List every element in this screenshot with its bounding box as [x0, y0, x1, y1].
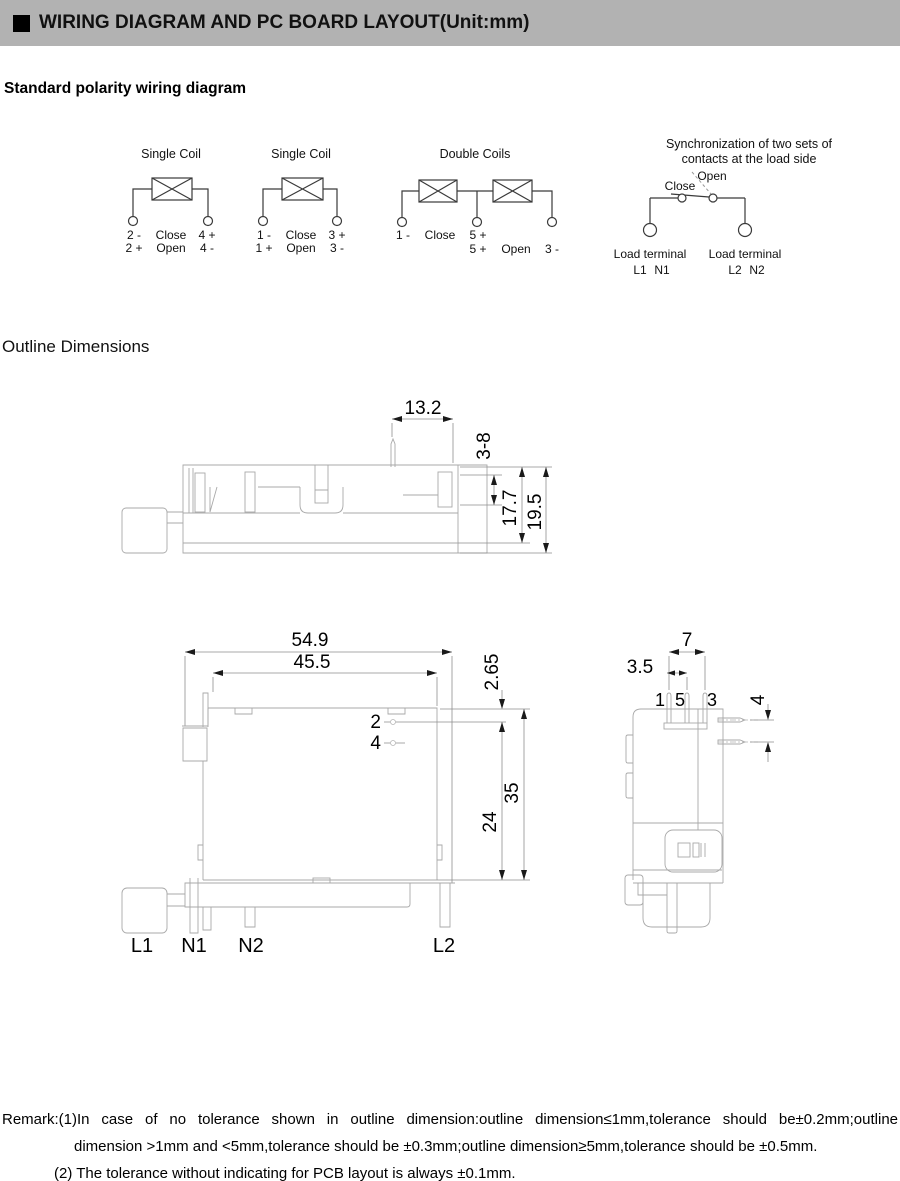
remark-line-2: dimension >1mm and <5mm,tolerance should be ±0.3mm;outline dimension≥5mm,tolerance should be ±0.5mm.: [74, 1138, 818, 1155]
double-coils-diagram: [385, 140, 570, 260]
dim-line: [750, 704, 774, 762]
remark-line-3: (2) The tolerance without indicating for PCB layout is always ±0.1mm.: [54, 1165, 516, 1181]
terminal-n2: N2: [749, 263, 765, 277]
dim-13-2: 13.2: [404, 398, 442, 419]
terminal-circle: [259, 217, 268, 226]
pin-leader-lines: [384, 722, 506, 743]
open-label: Open: [697, 169, 727, 183]
load-leads: [650, 198, 745, 223]
wiring-heading: Standard polarity wiring diagram: [4, 80, 247, 97]
pin-4-label: 4: [370, 733, 381, 754]
dim-arrows: [765, 710, 771, 752]
square-bullet-icon: [13, 15, 30, 32]
dim-line: [440, 690, 530, 709]
outline-front-view: [100, 630, 540, 965]
terminal-label: 3 +: [328, 228, 346, 242]
open-label: Open: [156, 241, 186, 255]
coil-leads: [402, 191, 552, 217]
synchronization-diagram: [613, 132, 898, 284]
terminal-label: 2 -: [126, 228, 142, 242]
foot-pin: [638, 883, 677, 933]
coil-leads: [133, 189, 208, 216]
dim-line: [185, 652, 452, 883]
latch-block: [665, 830, 722, 872]
body-detail: [189, 468, 328, 513]
dim-line: [667, 673, 687, 690]
close-label: Close: [285, 228, 317, 242]
dim-arrow: [499, 699, 505, 709]
mount-flange: [122, 888, 167, 933]
body-tab: [438, 472, 452, 507]
terminal-circle: [548, 218, 557, 227]
pin-base: [664, 723, 707, 729]
terminal-circle: [398, 218, 407, 227]
terminal-label: 3 -: [544, 242, 560, 256]
load-terminal-circle: [644, 224, 657, 237]
terminal-pins: [190, 878, 450, 933]
remark-block: [0, 1106, 898, 1181]
mount-flange: [122, 508, 167, 553]
base-plate: [643, 883, 710, 927]
terminal-circle: [204, 217, 213, 226]
outline-right-view: [600, 630, 900, 950]
terminal-label: 4 -: [199, 241, 215, 255]
pin-5-label: 5: [674, 690, 686, 710]
terminal-label-n1: N1: [181, 935, 207, 957]
coil-cross: [493, 180, 532, 202]
terminal-circle: [333, 217, 342, 226]
pin-marker: [391, 741, 396, 746]
terminal-label: 1 +: [255, 241, 273, 255]
dim-line: [392, 419, 453, 463]
section-header-bar: [0, 0, 900, 46]
load-terminal-caption: Load terminal: [708, 247, 782, 261]
pin-2-label: 2: [370, 712, 381, 733]
close-label: Close: [664, 179, 696, 193]
sync-title-line2: contacts at the load side: [681, 152, 817, 166]
outline-heading: Outline Dimensions: [2, 337, 150, 356]
bottom-bracket: [625, 875, 643, 905]
coil-cross: [152, 178, 192, 200]
contact-circle: [709, 194, 717, 202]
terminal-label-l2: L2: [432, 935, 456, 957]
latch-window: [678, 843, 690, 857]
body-channel: [258, 487, 438, 513]
diagram-title: Single Coil: [271, 147, 331, 161]
diagram-title: Single Coil: [141, 147, 201, 161]
dim-54-9: 54.9: [291, 630, 329, 651]
open-label: Open: [286, 241, 316, 255]
terminal-label: 2 +: [125, 241, 143, 255]
load-terminal-caption: Load terminal: [613, 247, 687, 261]
top-pin: [391, 439, 395, 467]
body-outline: [183, 465, 458, 553]
diagram-title: Double Coils: [439, 147, 511, 161]
single-coil-diagram-1: [105, 140, 240, 260]
dim-2-65: 2.65: [482, 653, 503, 691]
terminal-label: 5 +: [469, 228, 487, 242]
terminal-label-l1: L1: [130, 935, 154, 957]
dim-3-8: 3-8: [474, 432, 495, 460]
outline-side-view: [60, 395, 570, 590]
terminal-l2: L2: [728, 263, 742, 277]
side-notches: [198, 845, 442, 860]
pin-centerlines: [718, 720, 758, 742]
page-title: WIRING DIAGRAM AND PC BOARD LAYOUT(Unit:mm): [39, 12, 530, 33]
terminal-circle: [129, 217, 138, 226]
terminal-l1: L1: [633, 263, 647, 277]
bottom-rail: [185, 883, 455, 907]
coil-cross: [282, 178, 323, 200]
body-tab: [245, 472, 255, 512]
latch-window: [693, 843, 699, 857]
close-label: Close: [155, 228, 187, 242]
dim-24: 24: [480, 811, 501, 833]
dim-line: [460, 475, 502, 505]
body-tab: [195, 473, 205, 512]
terminal-label: 4 +: [198, 228, 216, 242]
terminal-label: 1 -: [395, 228, 411, 242]
side-bumps: [626, 735, 633, 798]
body-outline: [182, 708, 437, 880]
load-terminal-circle: [739, 224, 752, 237]
body-lines: [183, 465, 487, 553]
coil-cross: [419, 180, 457, 202]
flange-arm: [167, 512, 183, 523]
contact-circle: [678, 194, 686, 202]
remark-line-1: Remark:(1)In case of no tolerance shown in outline dimension:outline dimension≤1mm,tolerance should be±0.2mm;outline: [2, 1111, 898, 1128]
pin-3-label: 3: [706, 690, 718, 710]
single-coil-diagram-2: [238, 140, 373, 260]
terminal-label: 3 -: [329, 241, 345, 255]
dim-19-5: 19.5: [525, 493, 546, 531]
terminal-label: 1 -: [256, 228, 272, 242]
open-label: Open: [501, 242, 531, 256]
switch-lines: [650, 194, 745, 198]
dim-7: 7: [681, 630, 693, 651]
flange-arm: [167, 894, 185, 906]
pin-1-label: 1: [654, 690, 666, 710]
terminal-n1: N1: [654, 263, 670, 277]
dim-45-5: 45.5: [293, 652, 331, 673]
top-pins: [667, 693, 707, 723]
dim-4: 4: [748, 694, 769, 706]
dim-35: 35: [502, 782, 523, 804]
coil-leads: [263, 189, 337, 216]
terminal-label: 5 +: [469, 242, 487, 256]
terminal-label-n2: N2: [238, 935, 264, 957]
body-tab: [315, 465, 328, 503]
terminal-circle: [473, 218, 482, 227]
dim-line: [213, 673, 437, 706]
pin-marker: [391, 720, 396, 725]
dim-3-5: 3.5: [626, 657, 654, 678]
close-label: Close: [424, 228, 456, 242]
bottom-tab: [313, 878, 330, 883]
dim-17-7: 17.7: [500, 489, 521, 527]
side-pins: [718, 718, 745, 744]
sync-title-line1: Synchronization of two sets of: [665, 137, 833, 151]
